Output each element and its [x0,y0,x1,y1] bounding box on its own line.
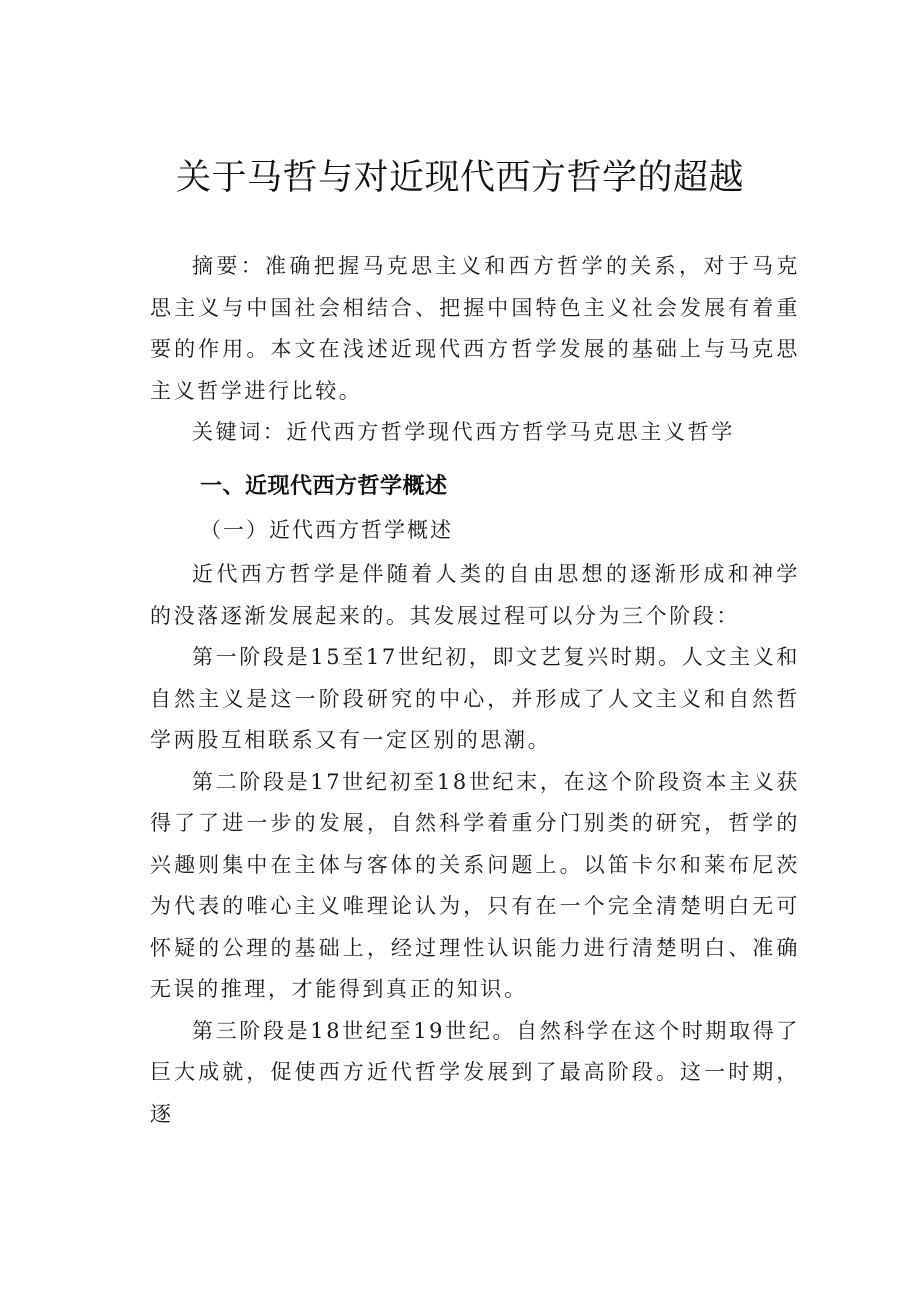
body-paragraph: 第一阶段是15至17世纪初，即文艺复兴时期。人文主义和自然主义是这一阶段研究的中心，并形成了人文主义和自然哲学两股互相联系又有一定区别的思潮。 [150,645,800,752]
section-heading: 一、近现代西方哲学概述 [200,474,448,499]
body-paragraph: 第三阶段是18世纪至19世纪。自然科学在这个时期取得了巨大成就，促使西方近代哲学发展到了最高阶段。这一时期，逐 [150,1018,800,1126]
body-section [150,554,800,1135]
abstract-paragraph: 摘要：准确把握马克思主义和西方哲学的关系，对于马克思主义与中国社会相结合、把握中国特色主义社会发展有着重要的作用。本文在浅述近现代西方哲学发展的基础上与马克思主义哲学进行比较。 [150,254,800,403]
body-paragraph: 第二阶段是17世纪初至18世纪末，在这个阶段资本主义获得了了进一步的发展，自然科学着重分门别类的研究，哲学的兴趣则集中在主体与客体的关系问题上。以笛卡尔和莱布尼茨为代表的唯心主义唯理论认为，只有在一个完全清楚明白无可怀疑的公理的基础上，经过理性认识能力进行清楚明白、准确无误的推理，才能得到真正的知识。 [150,769,800,1001]
keywords-paragraph: 关键词：近代西方哲学现代西方哲学马克思主义哲学 [192,420,735,444]
body-paragraph: 近代西方哲学是伴随着人类的自由思想的逐渐形成和神学的没落逐渐发展起来的。其发展过程可以分为三个阶段： [150,562,800,628]
document-title: 关于马哲与对近现代西方哲学的超越 [175,158,744,198]
subsection-heading: （一）近代西方哲学概述 [200,518,453,542]
abstract-block [150,246,800,454]
